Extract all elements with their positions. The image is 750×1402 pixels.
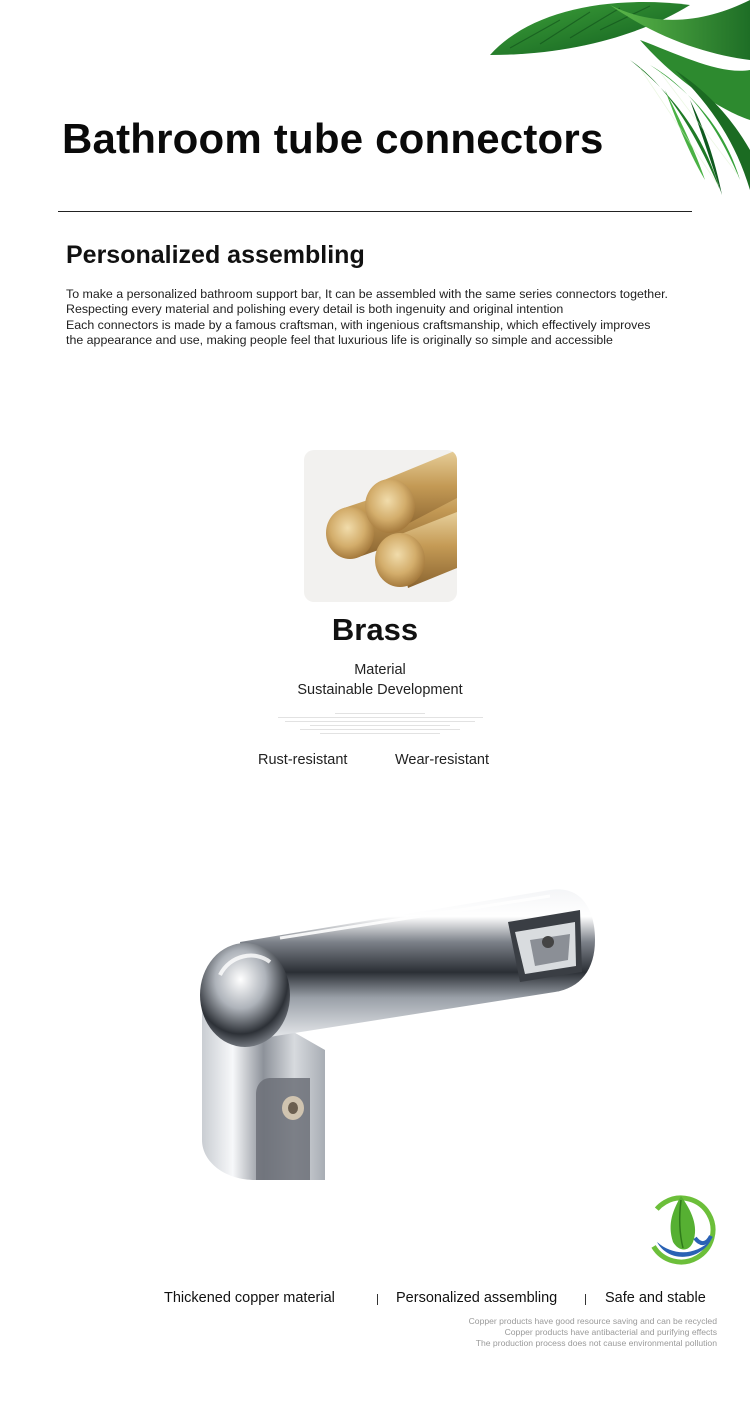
palm-leaves-icon xyxy=(490,0,750,200)
chrome-connector-image xyxy=(190,880,610,1180)
brass-rods-image xyxy=(304,450,457,602)
note-line: Copper products have good resource saving and can be recycled xyxy=(468,1316,717,1326)
decorative-fine-text xyxy=(275,713,485,737)
intro-paragraph xyxy=(66,287,706,348)
intro-line: Each connectors is made by a famous craftsman, with ingenious craftsmanship, which effectively improves xyxy=(66,317,651,332)
bottom-feature-row xyxy=(0,1290,750,1310)
material-label: Material xyxy=(354,662,406,678)
feature-safe-stable: Safe and stable xyxy=(605,1290,706,1306)
feature-thickened-copper: Thickened copper material xyxy=(164,1290,335,1306)
note-line: Copper products have antibacterial and purifying effects xyxy=(504,1327,717,1337)
page-title: Bathroom tube connectors xyxy=(62,115,604,162)
eco-leaf-logo-icon xyxy=(643,1190,719,1266)
material-name: Brass xyxy=(331,612,419,647)
intro-heading: Personalized assembling xyxy=(66,241,365,269)
brass-rods-icon xyxy=(304,450,457,602)
title-divider xyxy=(58,211,692,212)
feature-wear-resistant: Wear-resistant xyxy=(395,752,490,768)
intro-line: the appearance and use, making people feel that luxurious life is originally so simple and accessible xyxy=(66,332,613,347)
feature-personalized-assembling: Personalized assembling xyxy=(396,1290,558,1306)
feature-rust-resistant: Rust-resistant xyxy=(258,752,348,768)
intro-line: To make a personalized bathroom support bar, It can be assembled with the same series connectors together. xyxy=(66,287,668,301)
material-tagline: Sustainable Development xyxy=(297,682,463,698)
note-line: The production process does not cause environmental pollution xyxy=(475,1338,717,1348)
intro-line: Respecting every material and polishing every detail is both ingenuity and original intention xyxy=(66,302,564,317)
feature-separator xyxy=(377,1294,378,1305)
feature-separator xyxy=(585,1294,586,1305)
